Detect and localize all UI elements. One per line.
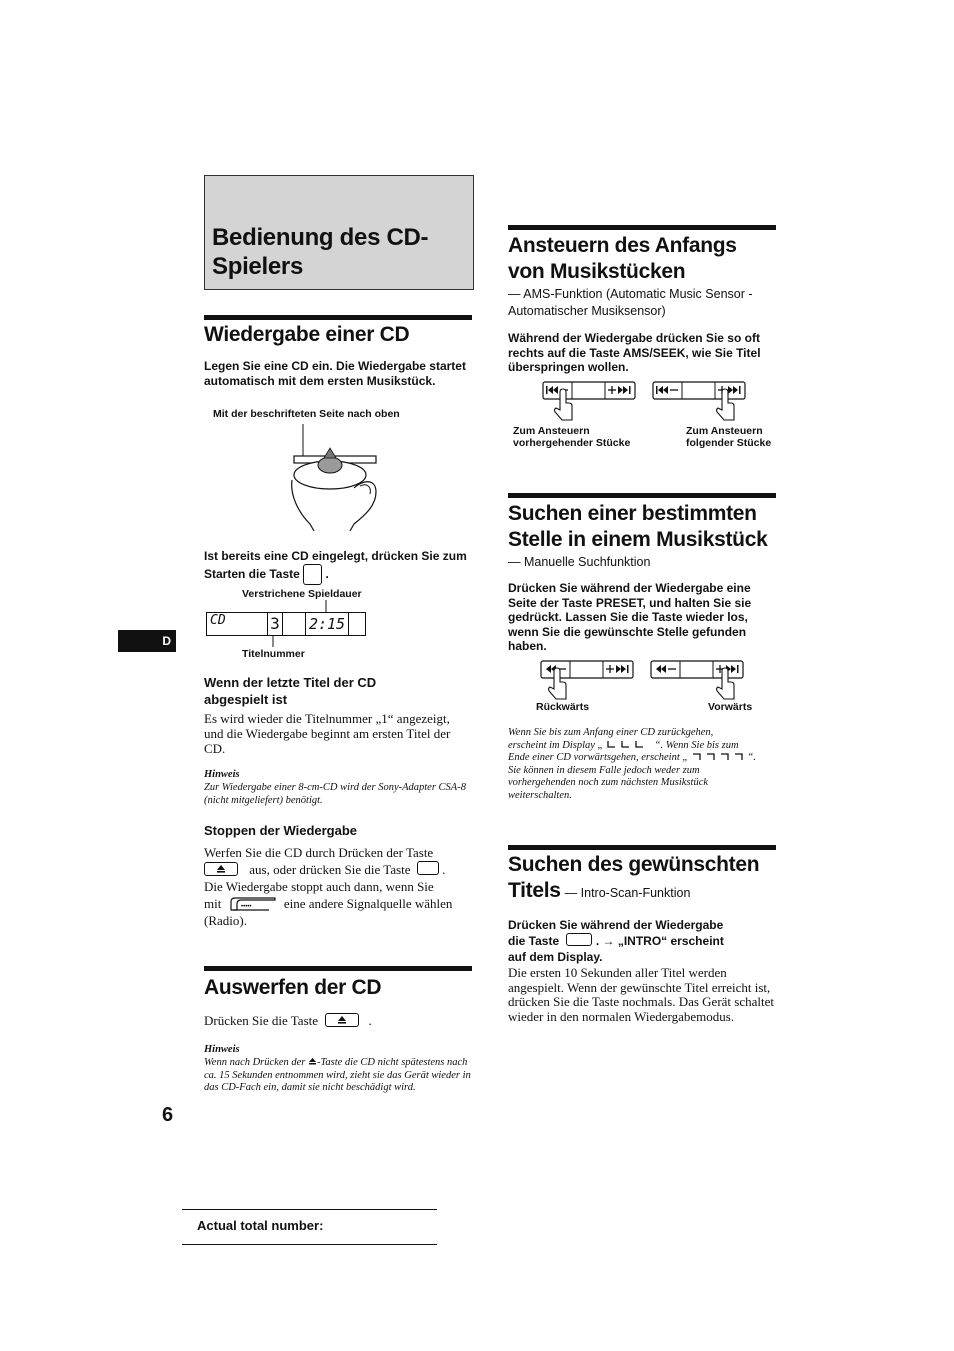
stop-text [204,844,472,929]
stop-line-5: (Radio). [204,913,247,928]
display-track: 3 [267,612,283,636]
suchen-lead: Drücken Sie während der Wiedergabe eine Seite der Taste PRESET, und halten Sie sie gedrückt. Lassen Sie die Taste wieder los, wenn Sie die gewünschte Stelle gefunden haben. [508,581,752,653]
display-label-elapsed: Verstrichene Spieldauer [242,588,362,600]
stop-line-4 [204,895,472,912]
play-button-icon [303,564,322,585]
display-leader-lines [260,600,340,650]
suchen-note-line-1: Wenn Sie bis zum Anfang einer CD zurückgehen, [508,727,714,738]
section-rule [508,493,776,498]
hint-label: Hinweis [204,769,240,780]
ams-seek-button-right [650,380,750,422]
ams-caption-left: Zum Ansteuern vorhergehender Stücke [513,425,631,449]
footer-bottom-rule [182,1244,437,1245]
section-heading-wiedergabe: Wiedergabe einer CD [204,323,410,346]
display-time: 2:15 [305,612,349,636]
intro-lead [508,917,776,965]
intro-lead-2a: die Taste [508,934,560,948]
cd-figure-caption: Mit der beschrifteten Seite nach oben [213,408,400,420]
page-title: Bedienung des CD-Spielers [212,224,429,280]
eject-icon [325,1013,359,1027]
stop-line-3: Die Wiedergabe stoppt auch dann, wenn Sie [204,879,434,894]
suchen-note-line-3 [508,752,776,765]
stop-heading: Stoppen der Wiedergabe [204,823,358,838]
cd-icon [294,448,366,489]
wiedergabe-lead: Legen Sie eine CD ein. Die Wiedergabe startet automatisch mit dem ersten Musikstück. [204,359,466,388]
display-label-track: Titelnummer [242,648,305,660]
svg-text:•••••: ••••• [240,904,252,910]
section-heading-ams: Ansteuern des Anfangs von Musikstücken [508,234,737,283]
preset-button-right [648,659,748,701]
intro-subheading: — Intro-Scan-Funktion [564,886,691,900]
intro-heading-2: Titels [508,879,561,902]
section-rule [508,845,776,850]
footer-top-rule [182,1209,437,1210]
stop-line-2 [204,861,472,878]
preset-button-left [538,659,638,701]
section-heading-suchen: Suchen einer bestimmten Stelle in einem Musikstück [508,502,768,551]
wiedergabe-lead2 [204,549,472,585]
language-tab: D [118,630,176,652]
section-heading-intro: Suchen des gewünschten [508,853,760,876]
stop-line-2-text: aus, oder drücken Sie die Taste [249,862,411,877]
last-track-text: Es wird wieder die Titelnummer „1“ angezeigt, und die Wiedergabe beginnt am ersten Titel der CD. [204,711,451,756]
page-number: 6 [162,1104,174,1126]
auswerfen-hint-post: -Taste die CD nicht spätestens nach ca. 15 Sekunden entnommen wird, zieht sie das Gerät wieder in das CD-Fach ein, damit sie nicht beschädigt wird. [204,1057,471,1093]
suchen-note-line-3a: Ende einer CD vorwärtsgehen, erscheint „ [508,752,689,763]
stop-line-2-end: . [442,862,446,877]
section-rule [204,966,472,971]
stop-line-4-mit: mit [204,896,222,911]
intro-text: Die ersten 10 Sekunden aller Titel werden angespielt. Wenn der gewünschte Titel erreicht ist, drücken Sie die Taste nochmals. Das Gerät schaltet wieder in den normalen Wiedergabemodus. [508,965,774,1024]
cd-insert-illustration [284,420,394,532]
section-rule [508,225,776,230]
auswerfen-hint-pre: Wenn nach Drücken der [204,1057,306,1068]
off-button-icon [417,861,439,875]
display-end-symbol [691,752,745,761]
suchen-note-line-2a: erscheint im Display „ [508,739,604,751]
ams-subheading: — AMS-Funktion (Automatic Music Sensor - Automatischer Musiksensor) [508,287,753,318]
suchen-caption-left: Rückwärts [536,701,590,713]
lead2-text: Ist bereits eine CD eingelegt, drücken Sie zum Starten die Taste [204,549,467,581]
eject-icon [308,1057,317,1066]
suchen-note [508,727,776,802]
auswerfen-text-main: Drücken Sie die Taste [204,1013,319,1028]
ams-seek-button-left [540,380,640,422]
auswerfen-hint-text [204,1057,472,1095]
intro-button-icon [566,933,592,946]
section-heading-auswerfen: Auswerfen der CD [204,976,382,999]
intro-lead-2 [508,933,776,949]
suchen-note-line-3b: “. [747,752,756,763]
suchen-caption-right: Vorwärts [708,701,753,713]
footer-label: Actual total number: [197,1218,324,1233]
suchen-note-line-4: Sie können in diesem Falle jedoch weder zum vorhergehenden noch zum nächsten Musikstück weiterschalten. [508,764,709,801]
title-box [204,175,474,290]
source-button-icon [229,896,277,912]
suchen-subheading: — Manuelle Suchfunktion [508,555,651,569]
intro-lead-1: Drücken Sie während der Wiedergabe [508,918,724,932]
stop-line-1: Werfen Sie die CD durch Drücken der Taste [204,845,434,860]
display-mode: CD [210,613,226,628]
suchen-note-line-2b: “. Wenn Sie bis zum [654,739,739,751]
last-track-heading: Wenn der letzte Titel der CD abgespielt ist [204,675,377,707]
auswerfen-hint-label: Hinweis [204,1044,240,1055]
section-heading-intro-line2 [508,878,776,904]
lead2-end: . [325,566,329,581]
ams-lead: Während der Wiedergabe drücken Sie so oft rechts auf die Taste AMS/SEEK, wie Sie Titel überspringen wollen. [508,331,761,374]
ams-caption-right: Zum Ansteuern folgender Stücke [686,425,772,449]
display-lll-symbol [606,740,652,749]
auswerfen-text-end: . [368,1013,372,1028]
hint-text: Zur Wiedergabe einer 8-cm-CD wird der Sony-Adapter CSA-8 (nicht mitgeliefert) benötigt. [204,782,466,806]
eject-icon [204,862,238,876]
intro-lead-3: auf dem Display. [508,950,603,964]
section-rule [204,315,472,320]
suchen-note-line-2 [508,740,776,753]
intro-lead-2b: . → „INTRO“ erscheint [595,934,724,948]
stop-line-4-text: eine andere Signalquelle wählen [283,896,453,911]
auswerfen-text [204,1013,472,1028]
